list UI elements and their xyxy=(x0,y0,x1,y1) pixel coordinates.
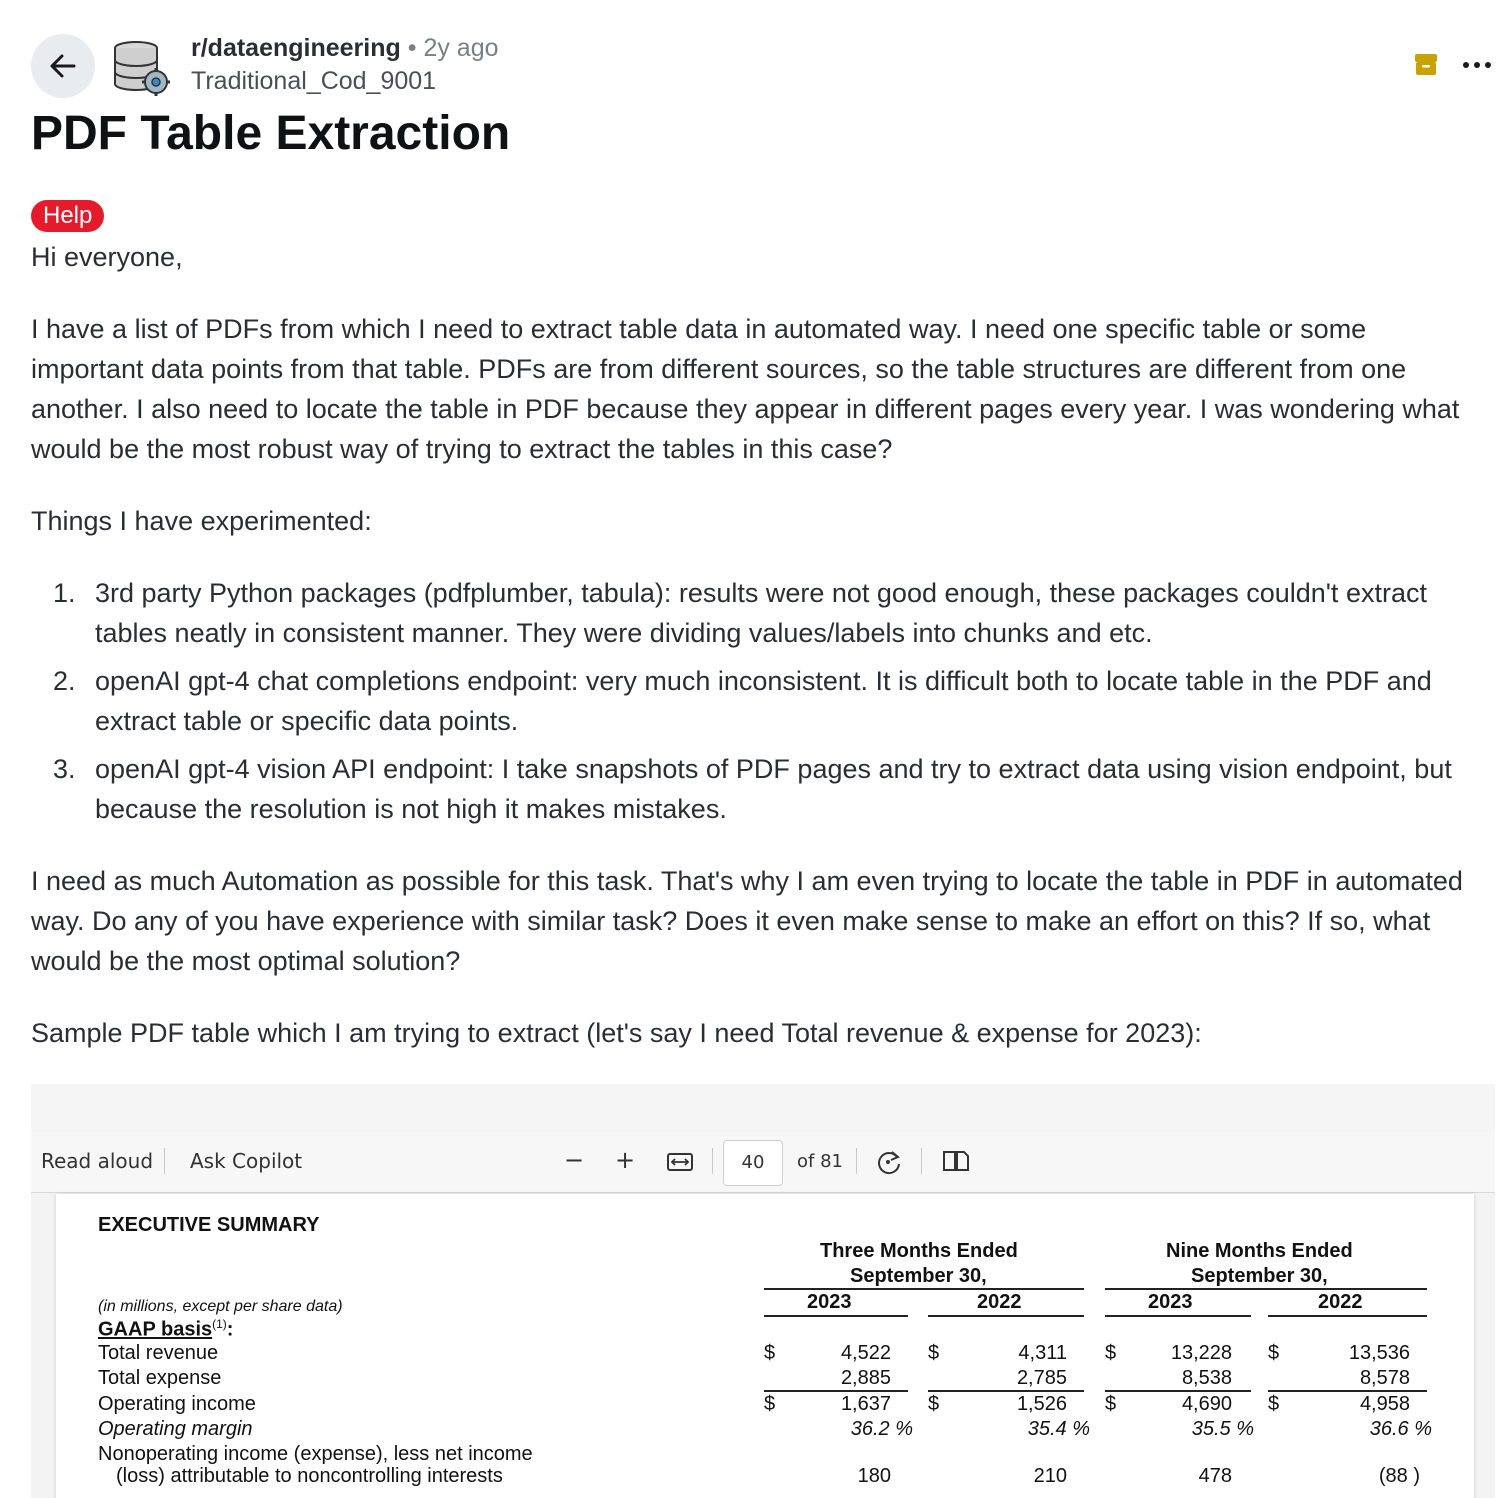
row-label: Operating income xyxy=(98,1393,256,1415)
table-cell: 13,228 xyxy=(1170,1342,1232,1364)
table-cell: 2,885 xyxy=(840,1367,891,1389)
column-group-header: Nine Months Ended xyxy=(1166,1240,1353,1262)
table-cell: (88 ) xyxy=(1378,1465,1420,1487)
list-text: openAI gpt-4 chat completions endpoint: very much inconsistent. It is difficult both to locate table in the PDF and extract table or specific data points. xyxy=(95,666,1432,736)
subreddit-avatar[interactable] xyxy=(108,36,172,100)
list-item xyxy=(31,749,1483,829)
post-meta xyxy=(191,34,499,63)
table-cell: 210 xyxy=(1033,1465,1067,1487)
table-cell: 1,526 xyxy=(1016,1393,1067,1415)
read-aloud-button[interactable]: Read aloud xyxy=(41,1149,154,1173)
rule xyxy=(1268,1315,1427,1317)
table-cell: 1,637 xyxy=(840,1393,891,1415)
list-text: openAI gpt-4 vision API endpoint: I take snapshots of PDF pages and try to extract data using vision endpoint, but because the resolution is not high it makes mistakes. xyxy=(95,754,1452,824)
post-greeting: Hi everyone, xyxy=(31,242,183,272)
units-note: (in millions, except per share data) xyxy=(98,1298,343,1315)
pdf-toolbar xyxy=(31,1132,1495,1193)
back-button[interactable] xyxy=(31,34,95,98)
row-label: Operating margin xyxy=(98,1418,253,1440)
currency-symbol: $ xyxy=(1105,1342,1117,1364)
pdf-heading: EXECUTIVE SUMMARY xyxy=(98,1214,320,1236)
column-group-header: September 30, xyxy=(1191,1265,1328,1287)
author-name[interactable]: Traditional_Cod_9001 xyxy=(191,67,437,95)
archive-button[interactable] xyxy=(1413,51,1439,79)
footnote-mark: (1) xyxy=(212,1317,227,1331)
list-number: 2. xyxy=(53,666,76,696)
rule xyxy=(764,1390,908,1392)
row-label-continued: (loss) attributable to noncontrolling interests xyxy=(116,1465,503,1487)
currency-symbol: $ xyxy=(764,1393,776,1415)
fit-width-icon[interactable] xyxy=(667,1150,693,1178)
row-label: Total revenue xyxy=(98,1342,219,1364)
table-cell: 36.6 % xyxy=(1369,1418,1432,1440)
embedded-image[interactable] xyxy=(31,1084,1495,1498)
year-header: 2023 xyxy=(1148,1291,1193,1313)
more-horizontal-icon xyxy=(1462,61,1492,69)
pdf-page xyxy=(56,1194,1474,1498)
toolbar-divider xyxy=(712,1148,713,1174)
table-cell: 180 xyxy=(857,1465,891,1487)
rule xyxy=(764,1315,908,1317)
table-cell: 4,522 xyxy=(840,1342,891,1364)
year-header: 2022 xyxy=(977,1291,1022,1313)
column-group-header: Three Months Ended xyxy=(820,1240,1018,1262)
zoom-in-button[interactable]: + xyxy=(615,1146,636,1174)
rule xyxy=(1105,1288,1427,1290)
gaap-label-text: GAAP basis xyxy=(98,1318,213,1341)
viewer-top-strip xyxy=(31,1084,1495,1133)
rule xyxy=(928,1390,1084,1392)
rule xyxy=(928,1315,1084,1317)
rule xyxy=(1268,1390,1427,1392)
more-options-button[interactable] xyxy=(1460,52,1494,78)
experiment-list xyxy=(31,573,1483,837)
gaap-label xyxy=(98,1317,233,1342)
list-text: 3rd party Python packages (pdfplumber, tabula): results were not good enough, these packages couldn't extract tables neatly in consistent manner. They were dividing values/labels into chunks and etc. xyxy=(95,578,1427,648)
table-cell: 4,311 xyxy=(1018,1342,1067,1364)
list-number: 3. xyxy=(53,754,76,784)
arrow-left-icon xyxy=(48,51,78,81)
meta-separator: • xyxy=(407,34,417,62)
currency-symbol: $ xyxy=(1268,1393,1280,1415)
column-group-header: September 30, xyxy=(850,1265,987,1287)
toolbar-divider xyxy=(164,1148,165,1174)
archive-icon xyxy=(1413,51,1439,79)
rule xyxy=(1105,1315,1251,1317)
ask-copilot-button[interactable]: Ask Copilot xyxy=(190,1149,303,1173)
table-cell: 4,958 xyxy=(1359,1393,1410,1415)
post-paragraph: I need as much Automation as possible for this task. That's why I am even trying to locate the table in PDF in automated way. Do any of you have experience with similar task? Does it even make sense to make an effort on this? If so, what would be the most optimal solution? xyxy=(31,866,1463,976)
list-item xyxy=(31,573,1483,653)
table-cell: 13,536 xyxy=(1348,1342,1410,1364)
currency-symbol: $ xyxy=(764,1342,776,1364)
year-header: 2022 xyxy=(1318,1291,1363,1313)
list-item xyxy=(31,661,1483,741)
page-total: of 81 xyxy=(797,1151,843,1172)
row-label: Total expense xyxy=(98,1367,222,1389)
table-cell: 35.4 % xyxy=(1027,1418,1090,1440)
page-view-icon[interactable] xyxy=(942,1150,970,1178)
table-cell: 8,578 xyxy=(1359,1367,1410,1389)
post-flair[interactable]: Help xyxy=(31,200,104,232)
post-age: 2y ago xyxy=(423,34,499,62)
rule xyxy=(1105,1390,1251,1392)
post-paragraph: Sample PDF table which I am trying to extract (let's say I need Total revenue & expense for 2023): xyxy=(31,1018,1202,1048)
toolbar-divider xyxy=(921,1148,922,1174)
table-cell: 2,785 xyxy=(1016,1367,1067,1389)
list-number: 1. xyxy=(53,578,76,608)
table-cell: 36.2 % xyxy=(850,1418,913,1440)
database-gear-icon xyxy=(108,36,172,100)
currency-symbol: $ xyxy=(928,1342,940,1364)
subreddit-name[interactable]: r/dataengineering xyxy=(191,34,401,62)
rotate-icon[interactable] xyxy=(875,1149,903,1181)
page-number-input[interactable]: 40 xyxy=(723,1140,783,1186)
table-cell: 8,538 xyxy=(1181,1367,1232,1389)
post-title: PDF Table Extraction xyxy=(31,107,511,160)
currency-symbol: $ xyxy=(1268,1342,1280,1364)
post-paragraph: I have a list of PDFs from which I need to extract table data in automated way. I need one specific table or some important data points from that table. PDFs are from different sources, so the table structures are different from one another. I also need to locate the table in PDF because they appear in different pages every year. I was wondering what would be the most robust way of trying to extract the tables in this case? xyxy=(31,314,1460,464)
year-header: 2023 xyxy=(807,1291,852,1313)
rule xyxy=(764,1288,1084,1290)
zoom-out-button[interactable]: − xyxy=(564,1146,585,1174)
currency-symbol: $ xyxy=(928,1393,940,1415)
table-cell: 478 xyxy=(1198,1465,1232,1487)
table-cell: 4,690 xyxy=(1181,1393,1232,1415)
toolbar-divider xyxy=(856,1148,857,1174)
gaap-colon: : xyxy=(226,1318,234,1341)
table-cell: 35.5 % xyxy=(1191,1418,1254,1440)
row-label: Nonoperating income (expense), less net income xyxy=(98,1443,533,1465)
post-paragraph: Things I have experimented: xyxy=(31,506,372,536)
currency-symbol: $ xyxy=(1105,1393,1117,1415)
